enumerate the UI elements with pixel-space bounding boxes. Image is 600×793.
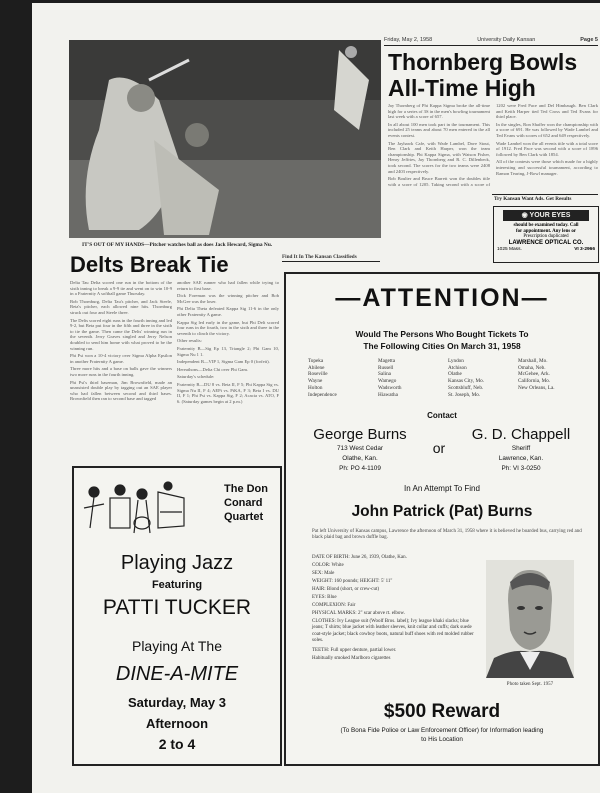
attention-question-line2: The Following Cities On March 31, 1958: [363, 341, 521, 351]
city-item: St. Joseph, Mo.: [448, 391, 481, 398]
attention-question-line1: Would The Persons Who Bought Tickets To: [355, 329, 529, 339]
eye-icon: ◉: [521, 212, 530, 219]
contact-chappell: [456, 425, 586, 474]
burns-photo-caption: Photo taken Sept. 1957: [506, 682, 554, 687]
detail-label: DATE OF BIRTH:: [312, 555, 350, 560]
person-details: [312, 554, 480, 663]
attention-question: [286, 328, 598, 352]
optical-eyes-text: YOUR EYES: [529, 212, 571, 219]
jazz-ad: [72, 466, 282, 766]
attention-person: John Patrick (Pat) Burns: [351, 503, 533, 520]
jazz-venue: DINE-A-MITE: [115, 663, 239, 685]
detail-label: EYES:: [312, 595, 326, 600]
attention-intro: Pat left University of Kansas campus, Lawrence the afternoon of March 31, 1958 where it is believed he boarded bus, carrying red and black plaid bag and brown duffle bag.: [312, 529, 582, 541]
delts-para bold: Other results:: [177, 338, 202, 344]
softball-photo-image: [69, 40, 381, 238]
detail-label: CLOTHES:: [312, 619, 336, 624]
detail-value: White: [331, 563, 344, 568]
city-list: [308, 358, 588, 398]
thornberg-headline-line2: All-Time High: [388, 75, 536, 101]
city-item: Wadsworth: [378, 384, 402, 391]
detail-value: Blue: [327, 595, 337, 600]
thornberg-headline: [388, 49, 598, 101]
softball-photo: [69, 40, 381, 238]
city-item: California, Mo.: [518, 378, 551, 385]
city-item: Scottsbluff, Neb.: [448, 384, 484, 391]
detail-label: HAIR:: [312, 587, 326, 592]
city-item: Atchison: [448, 364, 467, 371]
attention-attempt: In An Attempt To Find: [404, 484, 480, 493]
delts-para: Fraternity B—Sig Ep 13, Triangle 2; Phi Gam 10, Sigma Nu 1 1.: [177, 345, 279, 357]
detail-row: [312, 594, 480, 602]
delts-headline: Delts Break Tie: [70, 252, 229, 277]
contact-or: or: [432, 440, 446, 456]
detail-label: COMPLEXION:: [312, 603, 347, 608]
delts-para: Bob Thornburg, Delta Tau's pitcher, and Jack Steele, Beta's pitcher, each allowed nine hits. Thornburg struck out four and Steele three.: [70, 298, 172, 315]
delts-para: The Delts scored eight runs in the fourth inning and led 9-2, but Beta put four in the fifth and three in the sixth to tie the game. Then came the Delts' winning run in the seventh. Jerry Graves singled and Jerry Nelson doubled to send him home with what proved to be the winning run.: [70, 317, 172, 351]
detail-value: June 26, 1939, Olathe, Kan.: [351, 555, 407, 560]
reward-terms-line1: (To Bona Fide Police or Law Enforcement Officer) for Information leading: [340, 727, 544, 734]
contact-burns-city: Olathe, Kan.: [342, 455, 378, 462]
detail-value: Male: [324, 571, 335, 576]
jazz-playing-jazz: Playing Jazz: [120, 552, 234, 574]
city-item: Independence: [308, 391, 337, 398]
city-item: New Orleans, La.: [518, 384, 555, 391]
city-item: Abilene: [308, 364, 325, 371]
delts-para: Hereathons—Delta Chi over Phi Gam.: [177, 366, 249, 372]
thornberg-para: In the singles, Ron Shaffer won the championship with a score of 691. He was followed by Wade Lambel and Ted Evans with scores of 652 and 649 respectively.: [496, 121, 598, 138]
detail-row: [312, 554, 480, 562]
burns-portrait: [486, 560, 574, 678]
delts-para: Saturday's schedule:: [177, 374, 215, 380]
city-item: Topeka: [308, 358, 324, 364]
city-item: McGehee, Ark.: [518, 371, 550, 378]
delts-para: another SAE runner who had fallen while trying to return to first base.: [177, 280, 279, 291]
burns-photo: [486, 560, 574, 678]
thornberg-para: Wade Lambel won the all events title with a total score of 1912. Fred Pace was second with a score of 1896 followed by Ben Clark with 1854.: [496, 140, 598, 157]
city-column: [518, 358, 588, 398]
city-item: Wamego: [378, 378, 397, 385]
attention-ad: [284, 272, 600, 766]
city-column: [448, 358, 518, 398]
delts-para: Kappa Sig led early in the game, but Phi Delt scored four runs in the fourth, two in the sixth and three in the seventh to clinch the victory.: [177, 319, 279, 336]
detail-row: [312, 655, 480, 663]
detail-label: TEETH:: [312, 647, 330, 653]
delts-col-left: [70, 280, 172, 466]
contact-chappell-city: Lawrence, Kan.: [498, 455, 544, 462]
city-item: Marshall, Mo.: [518, 358, 548, 364]
contact-chappell-phone: Ph: VI 3-0250: [501, 465, 541, 472]
delts-col-right: [177, 280, 279, 466]
detail-value: 2" scar above rt. elbow.: [357, 611, 405, 616]
detail-row: [312, 610, 480, 618]
detail-label: SEX:: [312, 571, 323, 576]
city-item: Wayne: [308, 378, 323, 385]
reward-amount: $500 Reward: [383, 701, 501, 722]
jazz-playing-at: Playing At The: [131, 638, 223, 654]
contact-burns-phone: Ph: PO 4-1109: [339, 465, 381, 472]
jazz-patti: PATTI TUCKER: [102, 596, 252, 619]
jazz-date: Saturday, May 3: [127, 695, 227, 710]
thornberg-para: Jay Thornberg of Phi Kappa Sigma broke the all-time high for a series of 3S in the men's bowling tournament last week with a score of 657.: [388, 103, 490, 120]
city-column: [378, 358, 448, 398]
delts-para: Delta Tau Delta scored one run in the bottom of the sixth inning to break a 9-9 tie and went on to win 10-9 in a Fraternity A softball game Thursday.: [70, 280, 172, 297]
city-item: Salina: [378, 371, 391, 378]
city-item: Russell: [378, 364, 394, 371]
attention-headline: —ATTENTION—: [335, 284, 549, 312]
contact-burns: [300, 425, 420, 474]
optical-address: 1025 Mass.: [497, 246, 522, 252]
delts-para: Fraternity B—DU 8 vs. Beta II, F 5; Phi Kappa Sig vs. Sigma Nu II, F 4; AEPi vs. PiKA, F 3; Beta I vs. DU II, F 1; Phi Psi vs. Kappa Sig, F 2; Acacia vs. ATO, F 6. (Saturday games begin at 2 p.m.): [177, 381, 279, 404]
city-item: Hiawatha: [378, 391, 398, 398]
page-header: [384, 37, 598, 43]
detail-row: [312, 586, 480, 594]
reward-terms: [286, 726, 598, 744]
city-item: Omaha, Neb.: [518, 364, 546, 371]
detail-value: Habitually smoked Marlboro cigarettes: [312, 655, 391, 661]
jazz-time: 2 to 4: [158, 736, 196, 752]
detail-value: 160 pounds; HEIGHT: 5' 11": [334, 579, 393, 584]
thornberg-para: In all about 100 men took part in the tournament. This included 25 teams and about 70 men entered in the all events contest.: [388, 121, 490, 138]
thornberg-para: All of the contests were those which made for a highly interesting and successful tournament, according to Ramon Tearing, J-Bowl manager.: [496, 159, 598, 176]
detail-value: Ivy League suit (Woolf Bros. label); Ivy league khaki slacks; blue jeans; T shirts; blue jacket with leather sleeves, knit collar and cuffs; dark suede coat-style jacket; black cowboy boots, natural buff shoes with red molded rubber soles.: [312, 619, 474, 644]
contact-burns-addr: 713 West Cedar: [336, 445, 384, 452]
city-item: Magetta: [378, 358, 395, 364]
optical-footer: [494, 247, 598, 252]
city-item: Holton: [308, 384, 323, 391]
delts-para: Phi Psi won a 10-4 victory over Sigma Alpha Epsilon in another Fraternity A game.: [70, 353, 172, 364]
detail-row: [312, 647, 480, 655]
contact-chappell-title: Sheriff: [511, 445, 531, 452]
jazz-conard: Conard: [224, 497, 263, 509]
delts-para: Phi Psi's third baseman, Jim Brownfield, made an unassisted double play by tagging out an SAE player who had fallen between second and third bases. Brownfield then ran to second base and tagged: [70, 379, 172, 402]
jazz-band-name: [224, 482, 279, 524]
optical-line1: should be examined today. Call: [513, 223, 579, 228]
jazz-afternoon: Afternoon: [145, 716, 209, 731]
optical-eyes: [503, 210, 589, 221]
detail-row: [312, 570, 480, 578]
thornberg-para: The Jayhawk Cafe, with Wade Lambel, Dave Stout, Ben Clark and Keith Harper, won the team championship. Phi Kappa Sigma, with Watson Fisher, Henry Jeffries, Jay Thornberg and R. C. Dillenbeck, took second. The scores for the two teams were 2408 and 2403 respectively.: [388, 140, 490, 174]
optical-ad: [493, 206, 599, 263]
attention-contact: Contact: [427, 411, 457, 420]
optical-line2: for appointment. Any lens or: [515, 228, 577, 234]
jazz-the-don: The Don: [224, 483, 268, 495]
jazz-featuring: Featuring: [151, 579, 203, 591]
thornberg-headline-line1: Thornberg Bowls: [388, 49, 578, 75]
detail-label: WEIGHT:: [312, 579, 333, 584]
city-item: Lyndon: [448, 358, 464, 364]
header-paper: University Daily Kansan: [477, 37, 536, 43]
detail-value: Blond (short, or crew-cut): [326, 587, 380, 592]
optical-name: LAWRENCE OPTICAL CO.: [508, 239, 584, 246]
detail-value: Fair: [347, 603, 356, 608]
reward-terms-line2: to His Location: [421, 736, 463, 743]
city-item: Olathe: [448, 371, 462, 378]
detail-label: PHYSICAL MARKS:: [312, 611, 357, 616]
header-page: Page 5: [580, 37, 598, 43]
thornberg-para: Bob Boulter and Bruce Barrett won the doubles title with a score of 1205. Taking second with a score of 1202 were Fred Pace and Del Himbaugh. Ben Clark and Keith Harper tied Ted Cross and Ted Evans for third place.: [388, 103, 598, 187]
photo-caption: IT'S OUT OF MY HANDS—Pitcher watches ball as does Jack Heward, Sigma Nu.: [82, 242, 273, 248]
delts-para: Three more hits and a base on balls gave the winners two more runs in the fourth inning.: [70, 366, 172, 377]
city-column: [308, 358, 378, 398]
detail-value: Full upper denture, partial lower.: [330, 647, 397, 653]
jazz-quartet: Quartet: [224, 511, 264, 523]
contact-chappell-name: G. D. Chappell: [471, 426, 571, 443]
thornberg-classified: Try Kansan Want Ads. Get Results: [494, 196, 572, 202]
header-date: Friday, May 2, 1958: [384, 37, 433, 43]
contact-burns-name: George Burns: [313, 426, 407, 443]
detail-row: [312, 602, 480, 610]
musicians-drawing: [80, 478, 190, 548]
optical-phone: VI 3-2966: [574, 246, 595, 252]
delts-para: Phi Delta Theta defeated Kappa Sig 11-6 in the only other Fraternity A game.: [177, 306, 279, 317]
delts-para: Dick Foreman was the winning pitcher and Bob McGee was the loser.: [177, 293, 279, 304]
delts-para: Independent B—VIP 1, Sigma Gam Ep 0 (forfeit).: [177, 359, 270, 365]
detail-row: [312, 619, 480, 645]
delts-classified: Find It In The Kansan Classifieds: [282, 254, 357, 260]
optical-line3: Prescription duplicated: [523, 234, 569, 240]
city-item: Roseville: [308, 371, 328, 378]
newspaper-page: [32, 3, 600, 793]
detail-row: [312, 578, 480, 586]
city-item: Kansas City, Mo.: [448, 378, 484, 385]
thornberg-body: [388, 103, 598, 191]
detail-label: COLOR:: [312, 563, 331, 568]
detail-row: [312, 562, 480, 570]
